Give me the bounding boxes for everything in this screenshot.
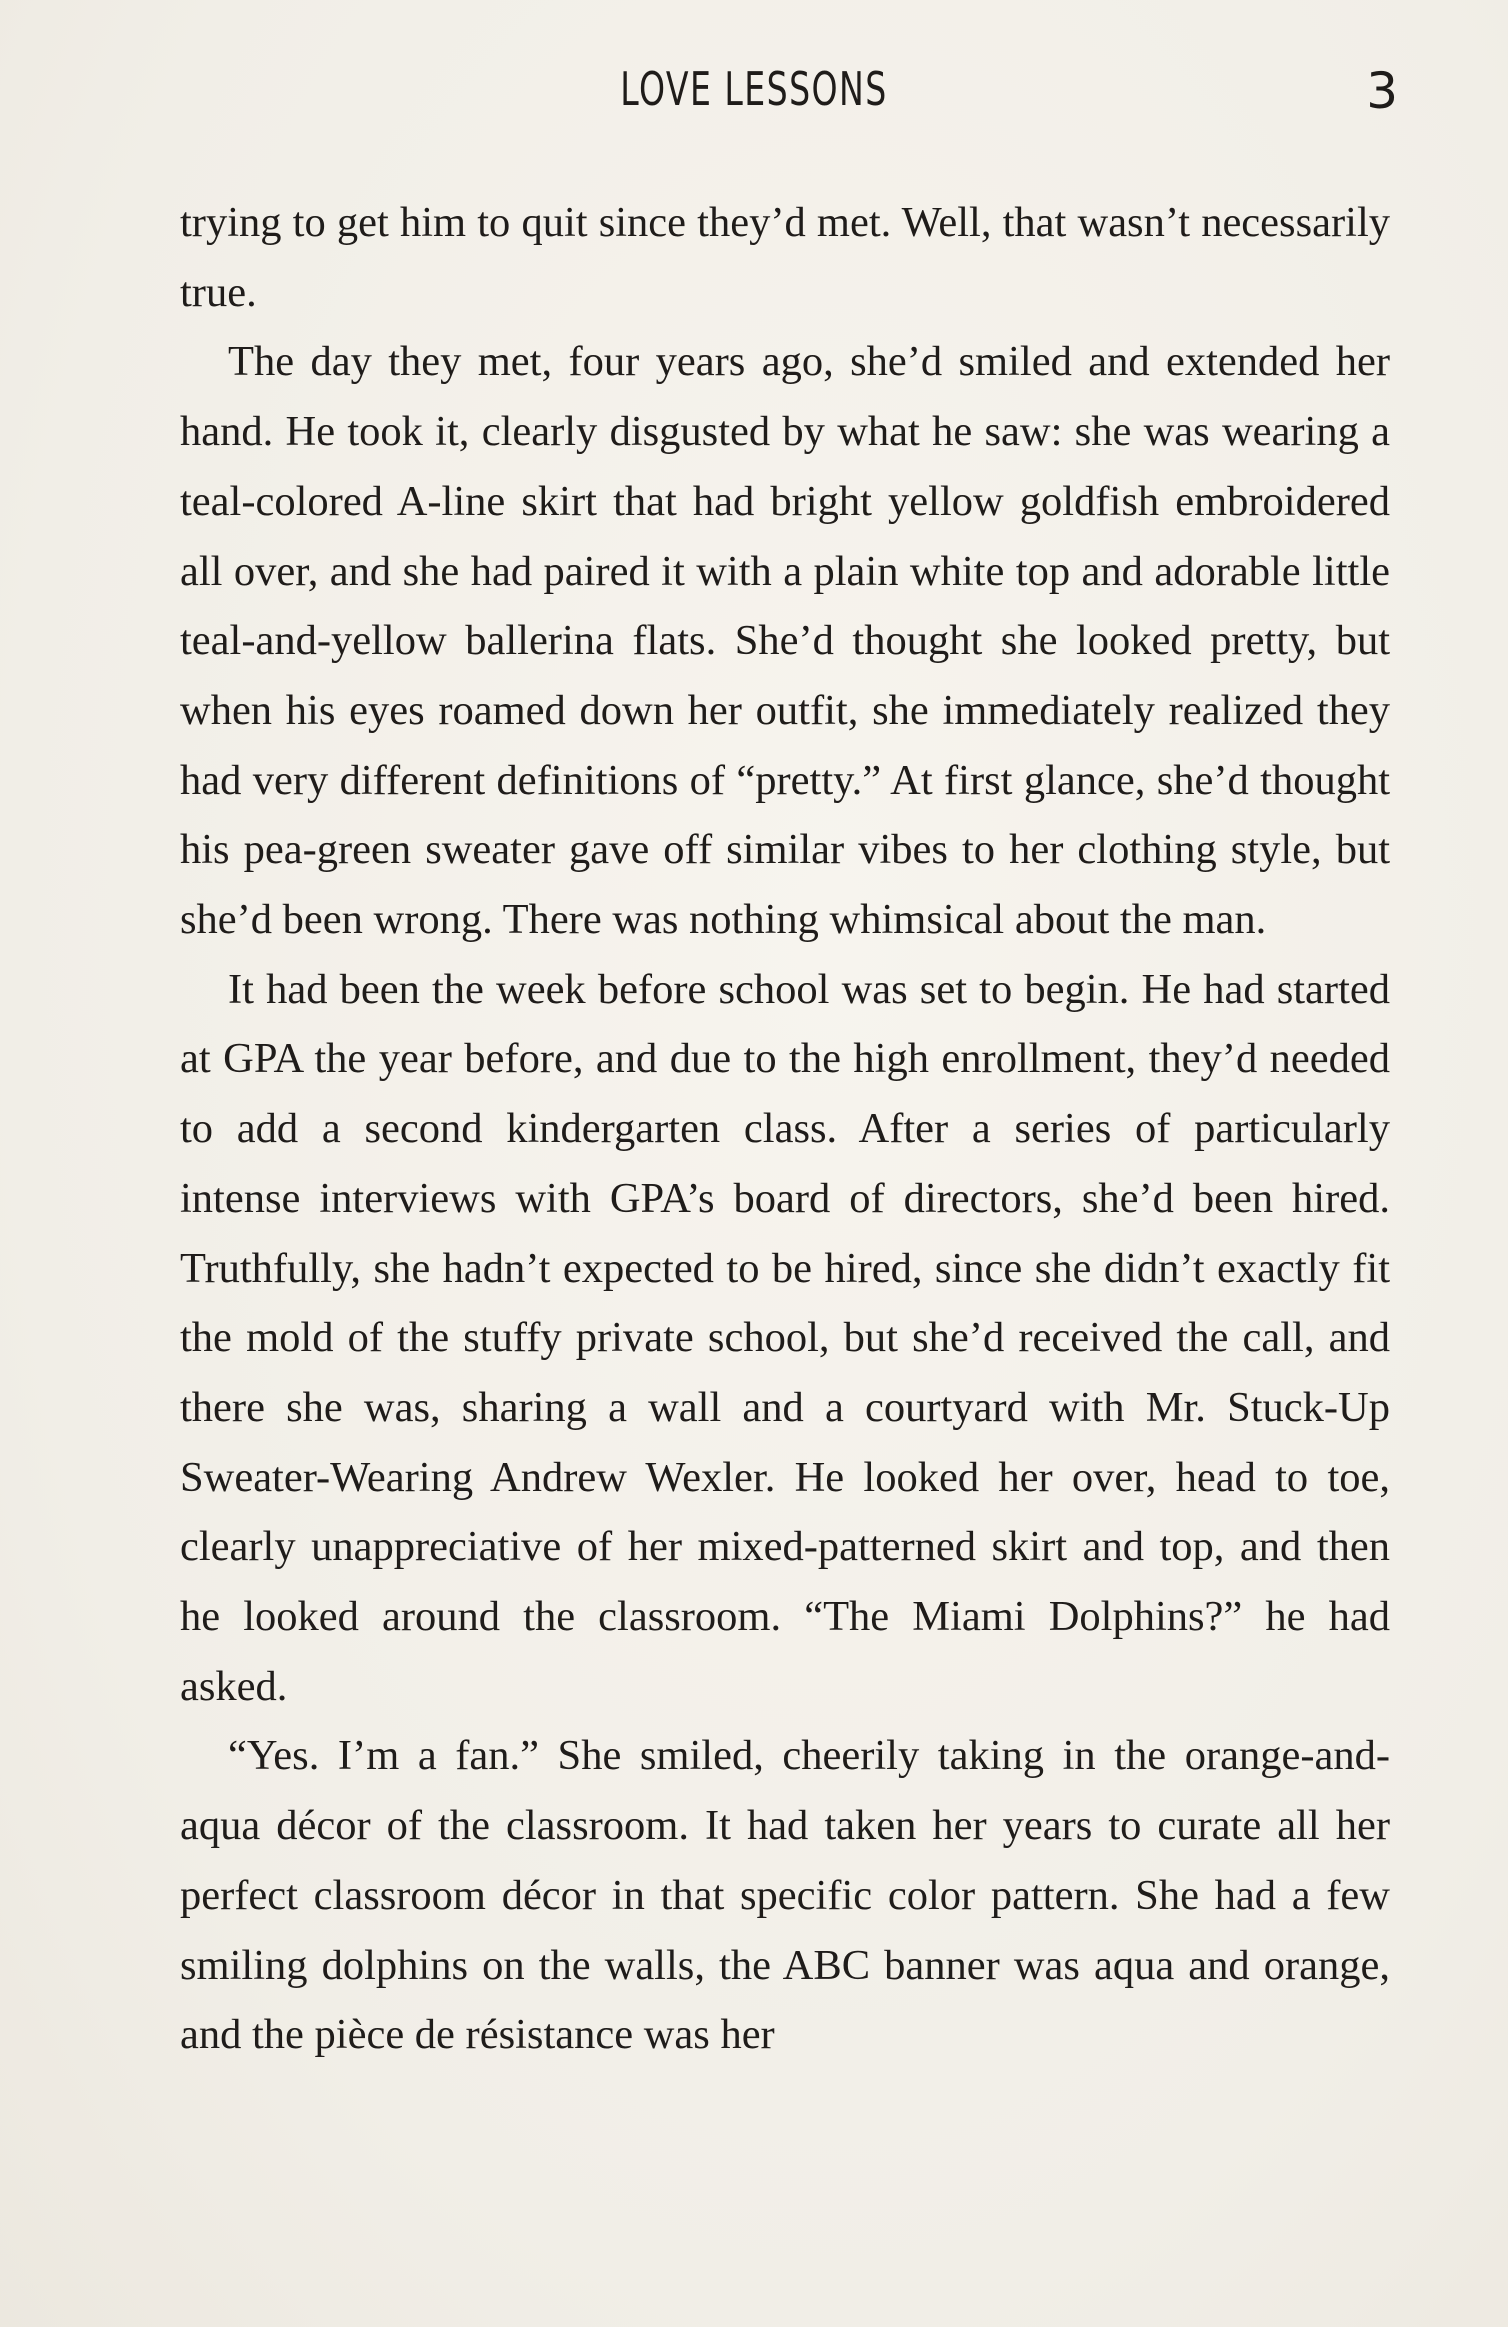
running-head <box>0 62 1508 142</box>
paragraph: It had been the week before school was set to begin. He had started at GPA the year before, and due to the high enrollment, they’d needed to add a second kindergarten class. After a series of particularly intense interviews with GPA’s board of directors, she’d been hired. Truthfully, she hadn’t expected to be hired, since she didn’t exactly fit the mold of the stuffy private school, but she’d received the call, and there she was, sharing a wall and a courtyard with Mr. Stuck-Up Sweater-Wearing Andrew Wexler. He looked her over, head to toe, clearly unappreciative of her mixed-patterned skirt and top, and then he looked around the classroom. “The Miami Dolphins?” he had asked. <box>180 965 1390 1710</box>
paragraph: “Yes. I’m a fan.” She smiled, cheerily taking in the orange-and-aqua décor of the classroom. It had taken her years to curate all her perfect classroom décor in that specific color pattern. She had a few smiling dolphins on the walls, the ABC banner was aqua and orange, and the pièce de résistance was her <box>180 1732 1390 2059</box>
body-text <box>180 188 1390 2070</box>
paragraph-continued: trying to get him to quit since they’d met. Well, that wasn’t necessarily true. <box>180 199 1390 316</box>
paragraph: The day they met, four years ago, she’d smiled and extended her hand. He took it, clearly disgusted by what he saw: she was wearing a teal-colored A-line skirt that had bright yellow goldfish embroidered all over, and she had paired it with a plain white top and adorable little teal-and-yellow ballerina flats. She’d thought she looked pretty, but when his eyes roamed down her outfit, she immediately realized they had very different definitions of “pretty.” At first glance, she’d thought his pea-green sweater gave off similar vibes to her clothing style, but she’d been wrong. There was nothing whimsical about the man. <box>180 338 1390 944</box>
page-number: 3 <box>1366 62 1398 120</box>
running-title: LOVE LESSONS <box>620 62 888 116</box>
